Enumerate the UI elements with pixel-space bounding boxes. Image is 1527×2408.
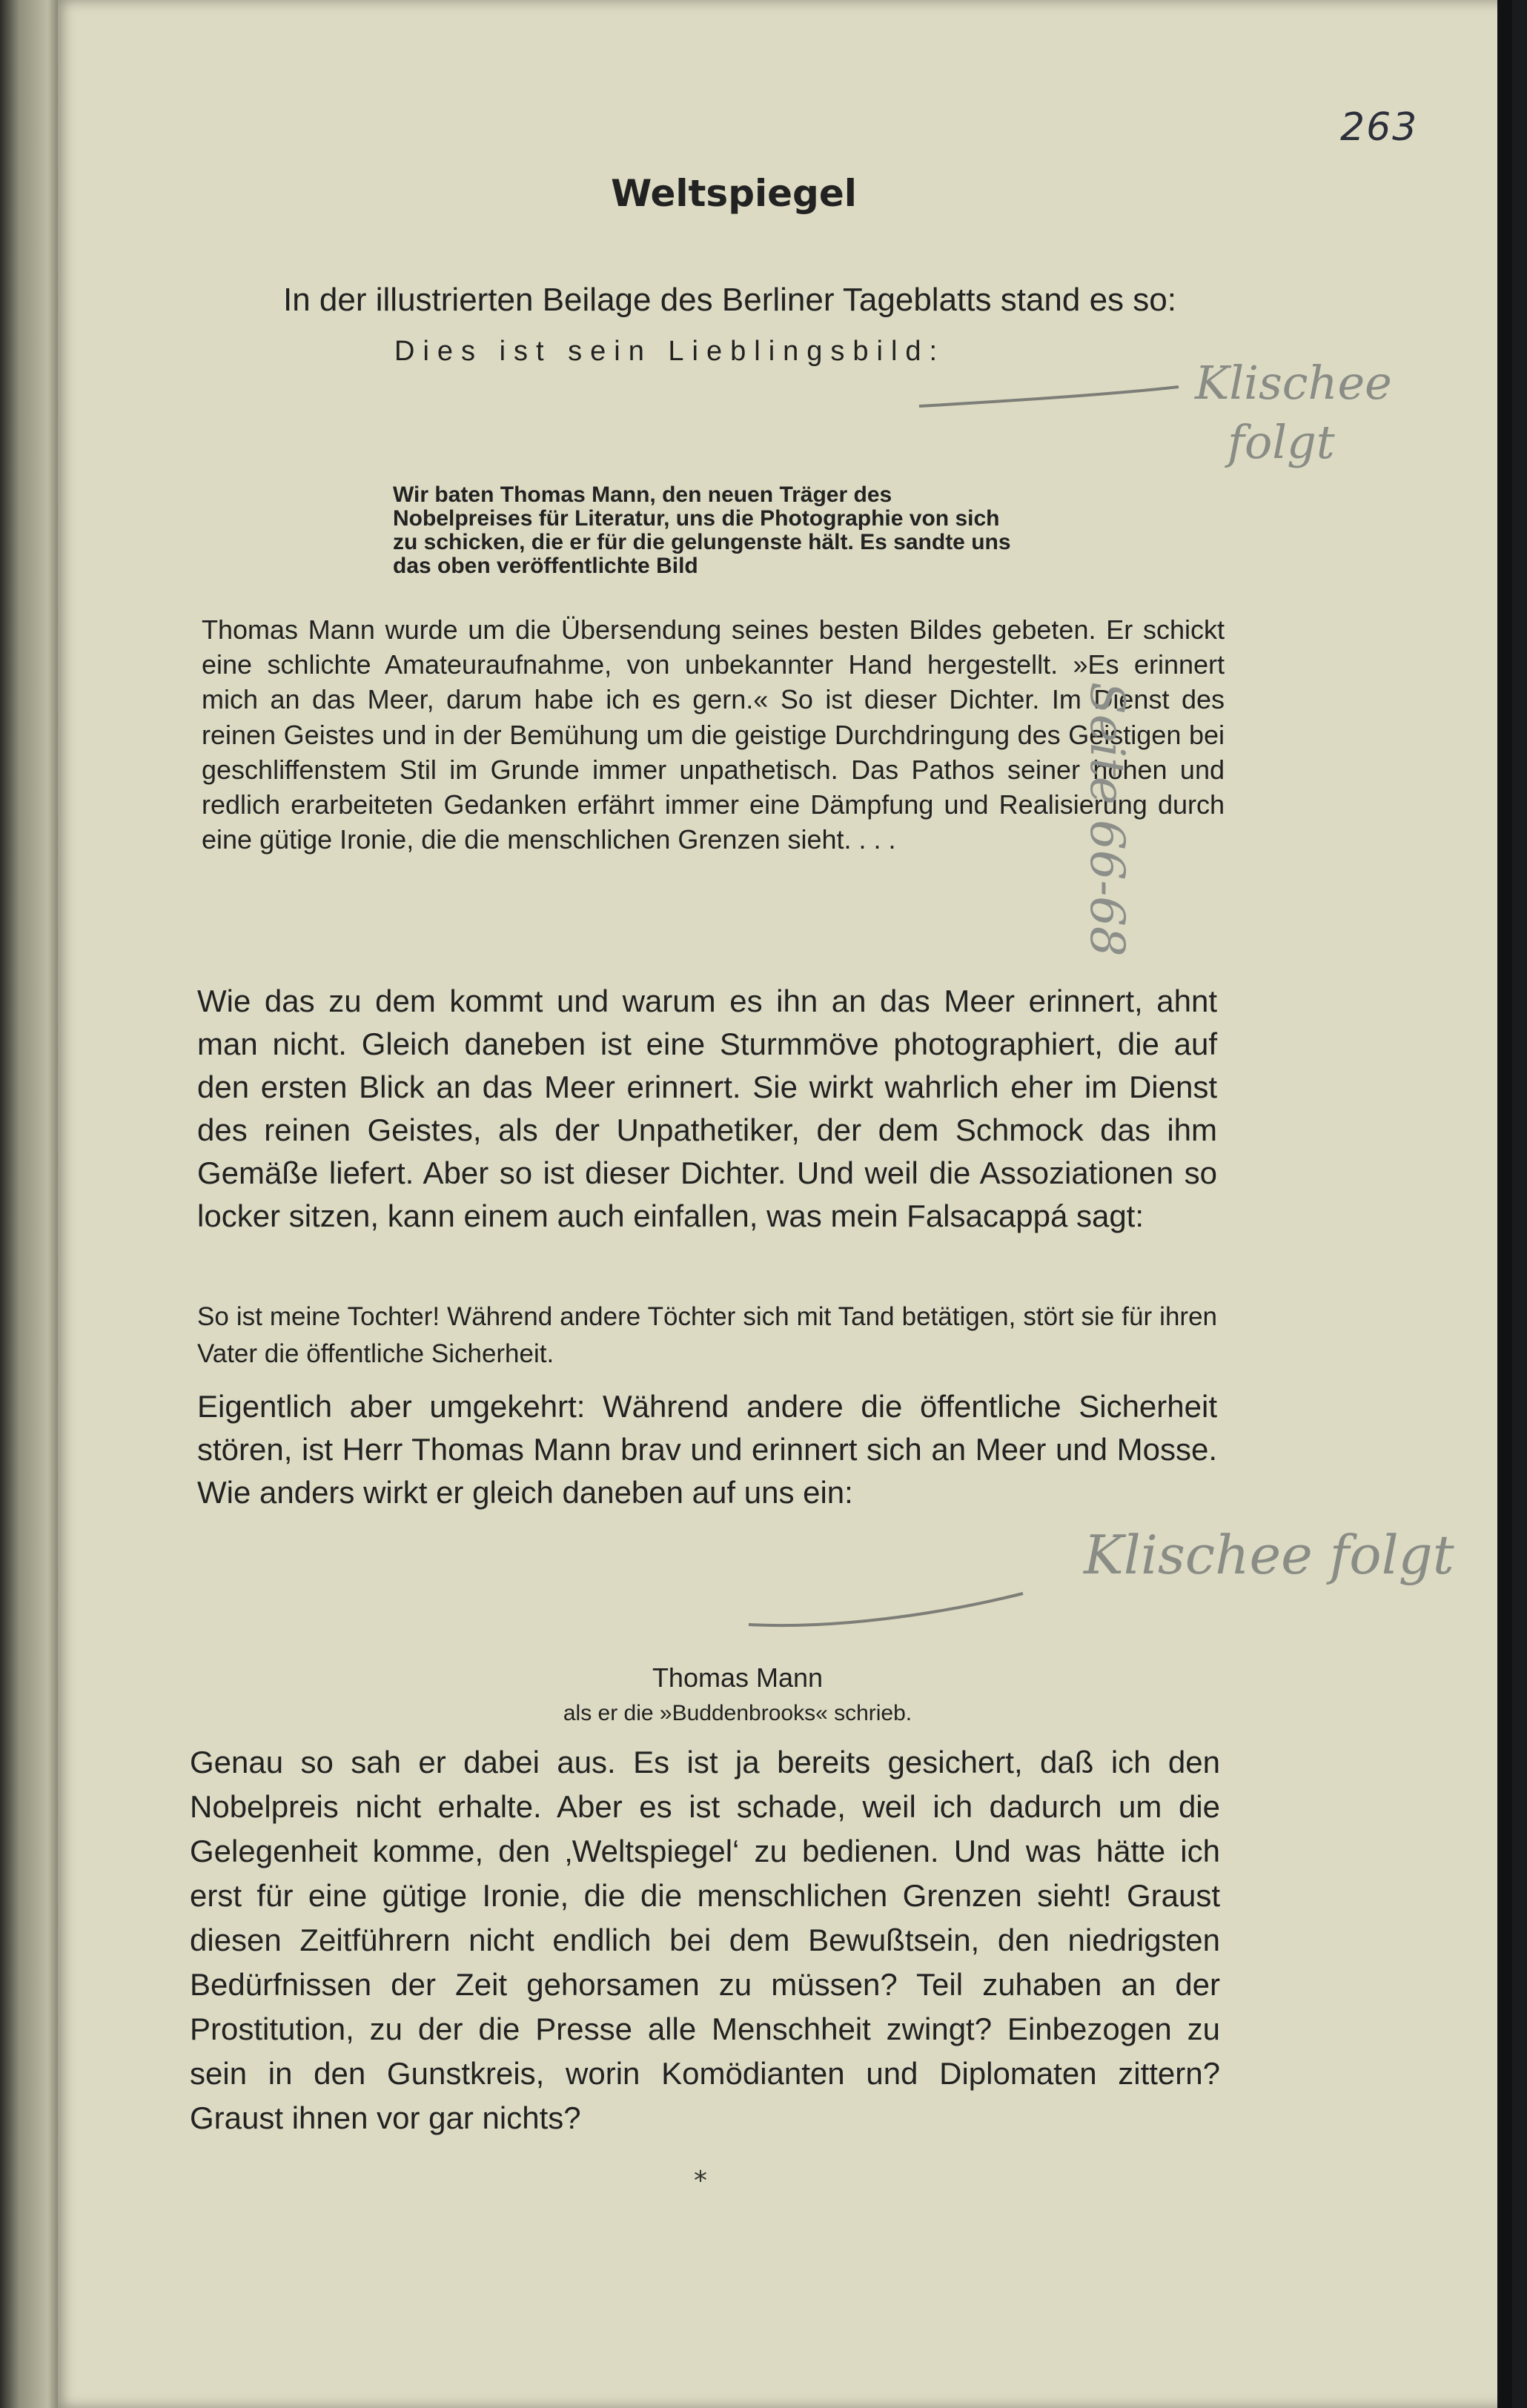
- section-asterisk: *: [694, 2166, 707, 2196]
- note-folgt: folgt: [1228, 415, 1335, 469]
- note-klischee: Klischee: [1195, 356, 1392, 410]
- paragraph-4-text: Genau so sah er dabei aus. Es ist ja bereits gesichert, daß ich den Nobelpreis nicht erhalte. Aber es ist schade, weil ich dadurch um die Gelegenheit komme, den ‚Weltspiegel‘ zu bedienen. Und was hätte ich erst für eine gütige Ironie, die die menschlichen Grenzen sieht! Graust diesen Zeitführern nicht endlich bei dem Bewußtsein, den niedrigsten Bedürfnissen der Zeit gehorsamen zu müssen? Teil zuhaben an der Prostitution, zu der die Presse alle Menschheit zwingt? Einbezogen zu sein in den Gunstkreis, worin Komödianten und Diplomaten zittern? Graust ihnen vor gar nichts?: [190, 1745, 1220, 2135]
- paragraph-2-text: So ist meine Tochter! Während andere Töchter sich mit Tand betätigen, stört sie für ihren Vater die öffentliche Sicherheit.: [197, 1302, 1217, 1368]
- newspaper-quote: Wir baten Thomas Mann, den neuen Träger des Nobelpreises für Literatur, uns die Photographie von sich zu schicken, die er für die gelungenste hält. Es sandte uns das oben veröffentlichte Bild: [393, 482, 1011, 578]
- credit-subtitle: als er die »Buddenbrooks« schrieb.: [563, 1701, 912, 1725]
- pencil-line-1: [919, 387, 1179, 406]
- note-klischee-folgt: Klischee folgt: [1084, 1524, 1454, 1586]
- credit-name: Thomas Mann: [652, 1662, 824, 1693]
- pencil-line-2: [749, 1593, 1023, 1625]
- note-vertical-pages: Seite 66-68: [1079, 682, 1134, 957]
- page-title: Weltspiegel: [611, 172, 857, 215]
- page-number: 263: [1340, 105, 1419, 150]
- caption-heading: Dies ist sein Lieblingsbild:: [394, 336, 946, 367]
- paragraph-1-text: Wie das zu dem kommt und warum es ihn an das Meer erinnert, ahnt man nicht. Gleich daneben ist eine Sturmmöve photographiert, die auf den ersten Blick an das Meer erinnert. Sie wirkt wahrlich eher im Dienst des reinen Geistes, als der Unpathetiker, der dem Schmock das ihm Gemäße liefert. Aber so ist dieser Dichter. Und weil die Assoziationen so locker sitzen, kann einem auch einfallen, was mein Falsacappá sagt:: [197, 984, 1217, 1233]
- paragraph-3-text: Eigentlich aber umgekehrt: Während andere die öffentliche Sicherheit stören, ist Herr Thomas Mann brav und erinnert sich an Meer und Mosse. Wie anders wirkt er gleich daneben auf uns ein:: [197, 1389, 1217, 1510]
- intro-line: In der illustrierten Beilage des Berliner Tageblatts stand es so:: [283, 282, 1176, 318]
- quoted-passage-text: Thomas Mann wurde um die Übersendung seines besten Bildes gebeten. Er schickt eine schlichte Amateuraufnahme, von unbekannter Hand hergestellt. »Es erinnert mich an das Meer, darum habe ich es gern.« So ist dieser Dichter. Im Dienst des reinen Geistes und in der Bemühung um die geistige Durchdringung des Geistigen bei geschliffenstem Stil im Grunde immer unpathetisch. Das Pathos seiner hohen und redlich erarbeiteten Gedanken erfährt immer eine Dämpfung und Realisierung durch eine gütige Ironie, die die menschlichen Grenzen sieht. . . .: [202, 614, 1225, 855]
